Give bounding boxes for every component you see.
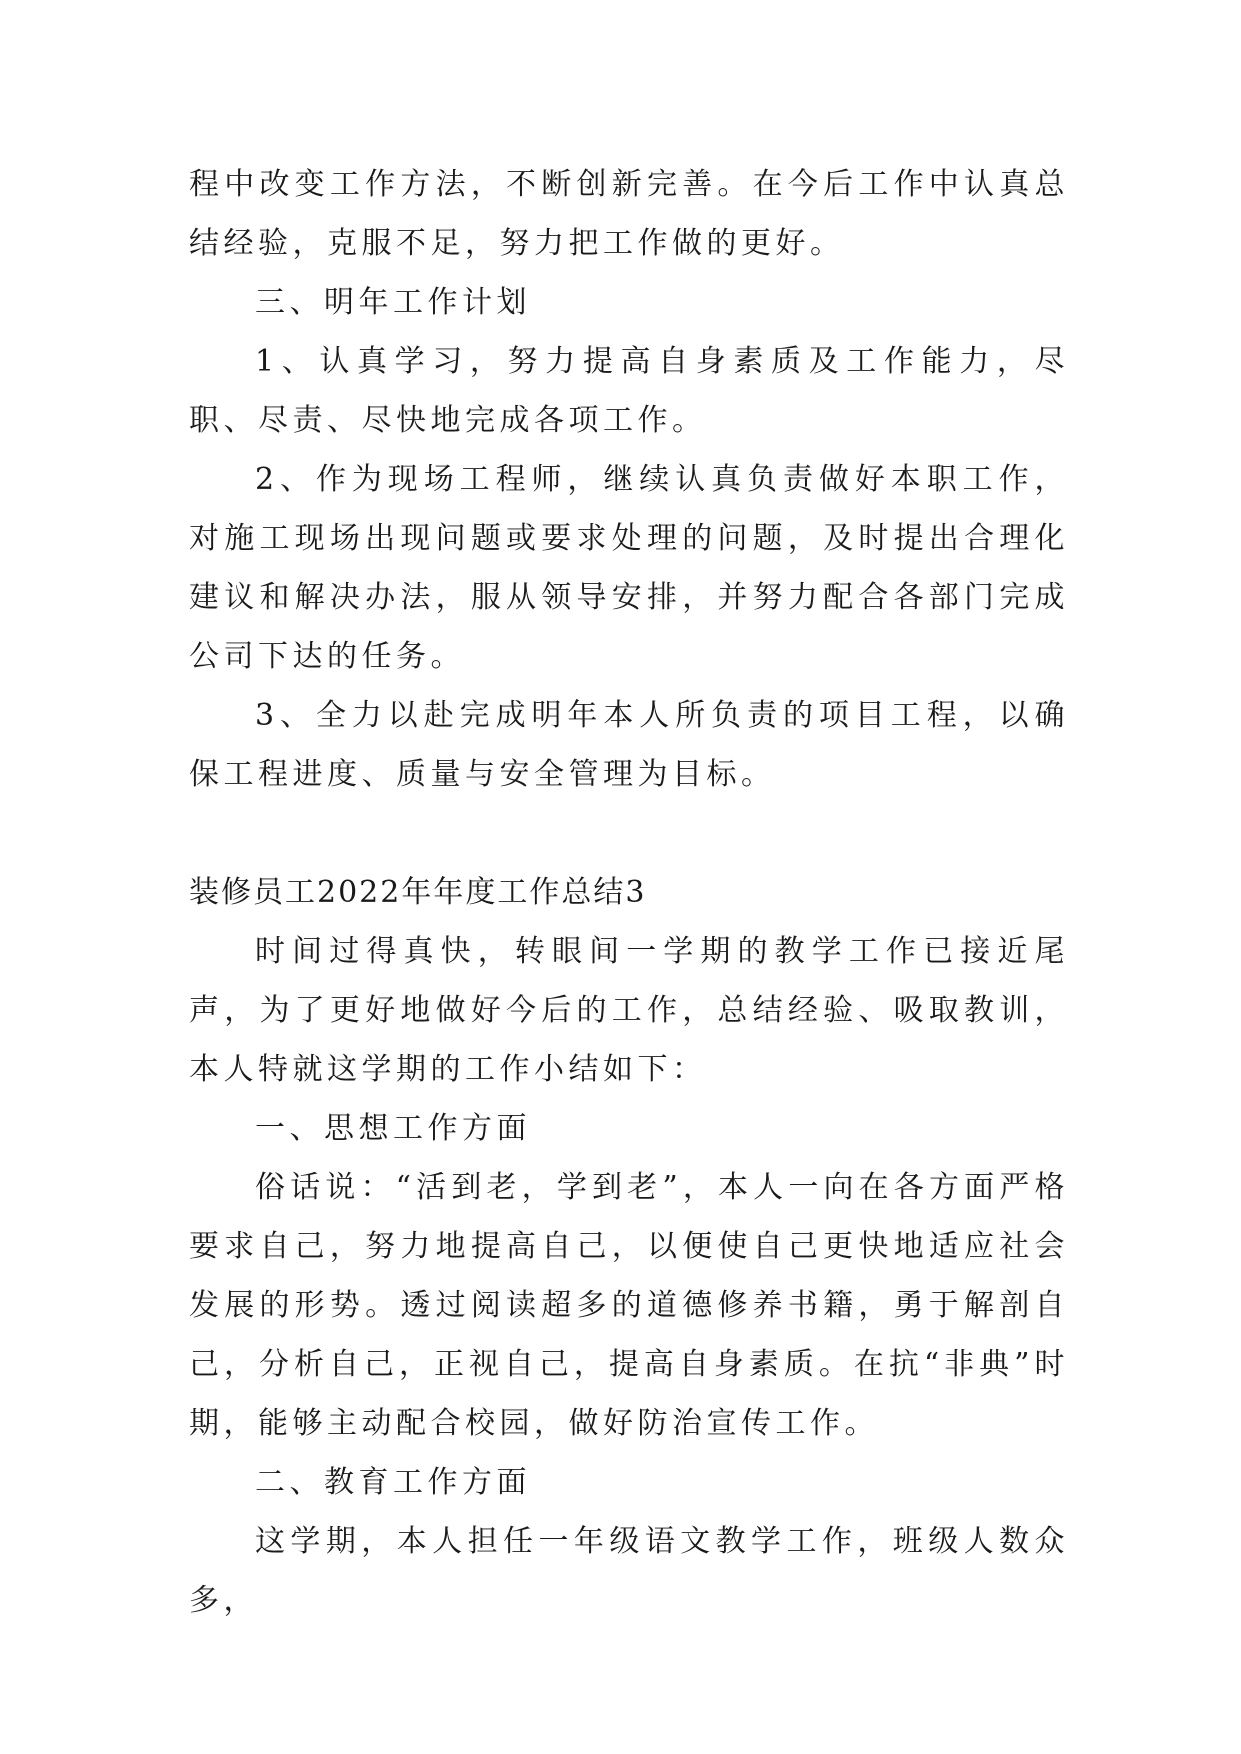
article-title: 装修员工2022年年度工作总结3	[189, 875, 647, 910]
paragraph-continuation: 程中改变工作方法，不断创新完善。在今后工作中认真总结经验，克服不足，努力把工作做的更好。	[189, 167, 1069, 261]
section-heading-education: 二、教育工作方面	[255, 1465, 531, 1500]
plan-item-3: 3、全力以赴完成明年本人所负责的项目工程，以确保工程进度、质量与安全管理为目标。	[189, 698, 1069, 792]
section-heading-ideology: 一、思想工作方面	[255, 1111, 531, 1146]
document-body	[189, 155, 1069, 1630]
section-heading-next-year-plan: 三、明年工作计划	[255, 285, 531, 320]
intro-paragraph: 时间过得真快，转眼间一学期的教学工作已接近尾声，为了更好地做好今后的工作，总结经验、吸取教训，本人特就这学期的工作小结如下：	[189, 934, 1069, 1087]
education-paragraph: 这学期，本人担任一年级语文教学工作，班级人数众多，	[189, 1524, 1069, 1618]
ideology-paragraph: 俗话说：“活到老，学到老”，本人一向在各方面严格要求自己，努力地提高自己，以便使自己更快地适应社会发展的形势。透过阅读超多的道德修养书籍，勇于解剖自己，分析自己，正视自己，提高自身素质。在抗“非典”时期，能够主动配合校园，做好防治宣传工作。	[189, 1170, 1069, 1441]
paragraph-spacer	[189, 804, 1069, 863]
plan-item-2: 2、作为现场工程师，继续认真负责做好本职工作，对施工现场出现问题或要求处理的问题，及时提出合理化建议和解决办法，服从领导安排，并努力配合各部门完成公司下达的任务。	[189, 462, 1069, 674]
plan-item-1: 1、认真学习，努力提高自身素质及工作能力，尽职、尽责、尽快地完成各项工作。	[189, 344, 1069, 438]
